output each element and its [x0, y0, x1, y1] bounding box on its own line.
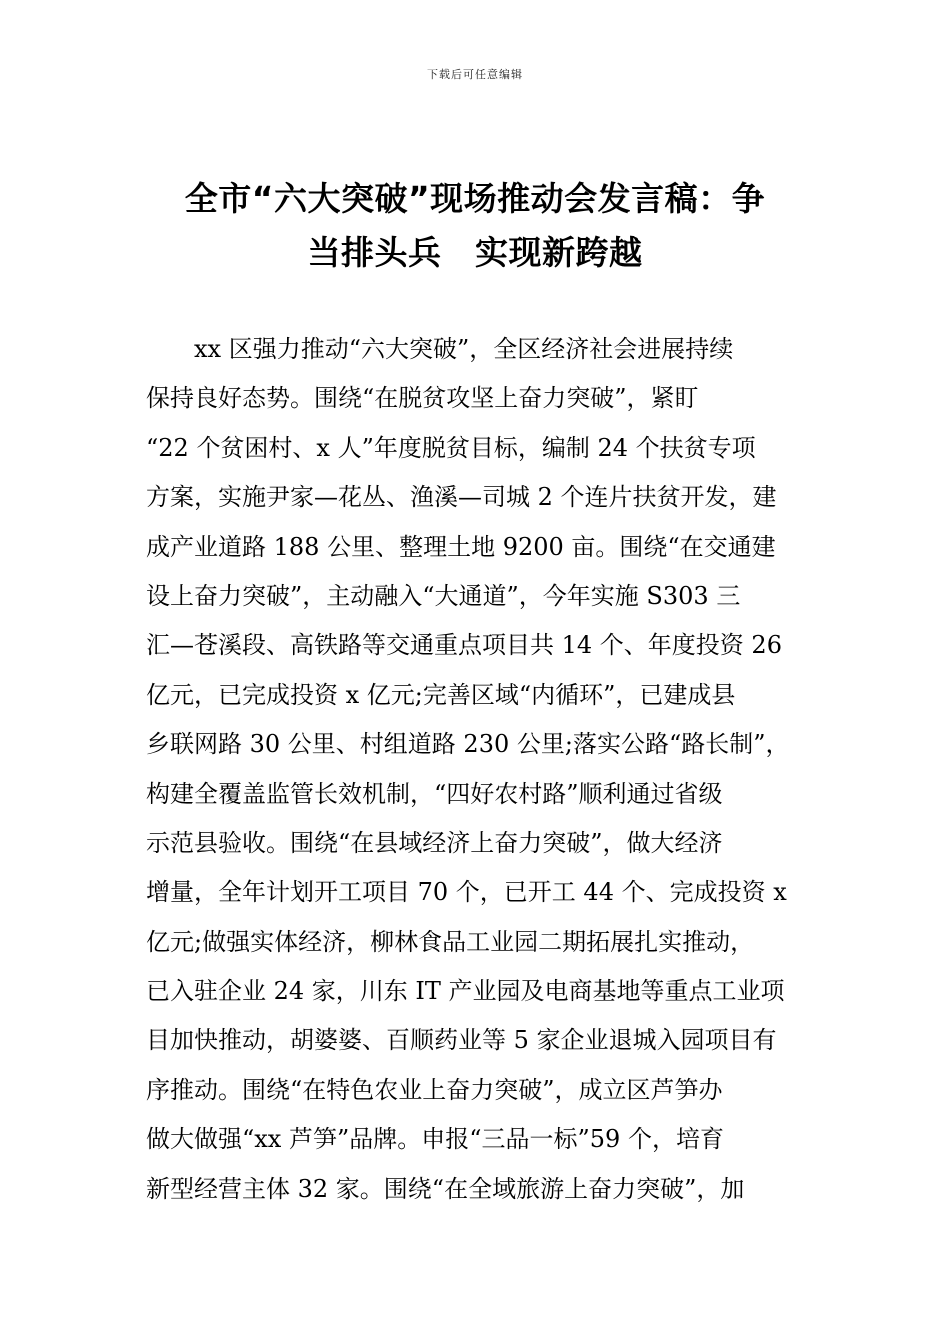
- body-line: 设上奋力突破”，主动融入“大通道”，今年实施 S303 三: [146, 581, 741, 610]
- document-title: [140, 172, 810, 280]
- body-line: 成产业道路 188 公里、整理土地 9200 亩。围绕“在交通建: [146, 532, 776, 561]
- body-line: 保持良好态势。围绕“在脱贫攻坚上奋力突破”，紧盯: [146, 384, 699, 413]
- title-line: 当排头兵 实现新跨越: [307, 233, 643, 272]
- body-line: “22 个贫困村、x 人”年度脱贫目标，编制 24 个扶贫专项: [146, 433, 756, 462]
- header-note: 下载后可任意编辑: [427, 68, 523, 81]
- body-line: 序推动。围绕“在特色农业上奋力突破”，成立区芦笋办: [146, 1075, 723, 1104]
- body-line: 汇—苍溪段、高铁路等交通重点项目共 14 个、年度投资 26: [146, 631, 782, 660]
- body-paragraph: [146, 325, 826, 1214]
- body-line: 新型经营主体 32 家。围绕“在全域旅游上奋力突破”，加: [146, 1174, 745, 1203]
- body-line: 目加快推动，胡婆婆、百顺药业等 5 家企业退城入园项目有: [146, 1026, 777, 1055]
- body-line: 增量，全年计划开工项目 70 个，已开工 44 个、完成投资 x: [146, 878, 787, 907]
- body-line: 方案，实施尹家—花丛、渔溪—司城 2 个连片扶贫开发，建: [146, 483, 777, 512]
- body-line: 已入驻企业 24 家，川东 IT 产业园及电商基地等重点工业项: [146, 977, 785, 1006]
- body-line: xx 区强力推动“六大突破”，全区经济社会进展持续: [194, 335, 734, 363]
- title-line: 全市“六大突破”现场推动会发言稿：争: [184, 179, 766, 218]
- body-line: 亿元，已完成投资 x 亿元;完善区域“内循环”，已建成县: [146, 680, 736, 709]
- body-line: 构建全覆盖监管长效机制，“四好农村路”顺利通过省级: [146, 779, 723, 808]
- body-line: 示范县验收。围绕“在县域经济上奋力突破”，做大经济: [146, 828, 723, 857]
- body-line: 乡联网路 30 公里、村组道路 230 公里;落实公路“路长制”，: [146, 730, 790, 759]
- body-line: 做大做强“xx 芦笋”品牌。申报“三品一标”59 个，培育: [146, 1125, 724, 1154]
- body-line: 亿元;做强实体经济，柳林食品工业园二期拓展扎实推动，: [146, 927, 755, 956]
